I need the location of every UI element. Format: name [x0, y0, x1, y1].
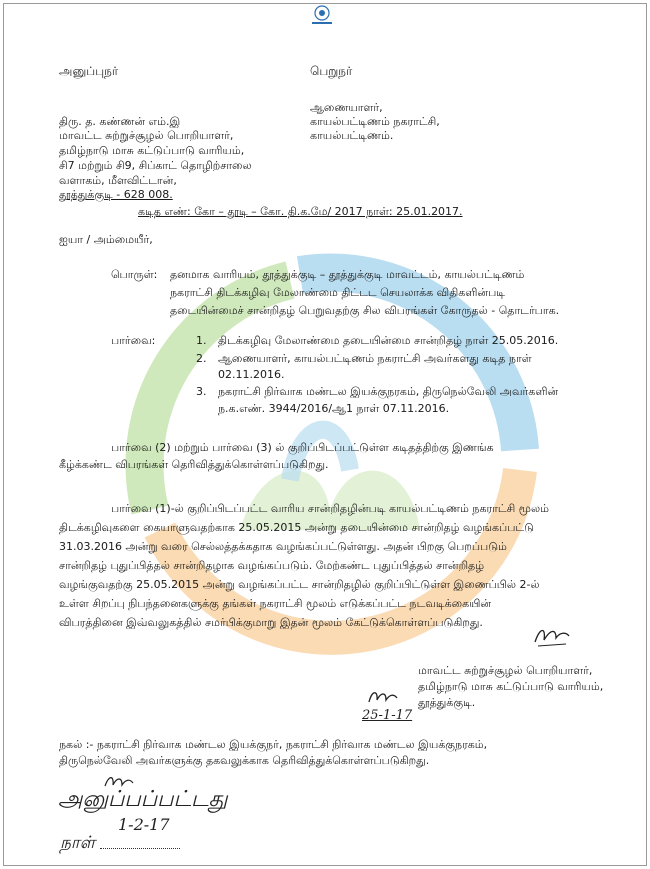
reference-text: ந.க.எண். 3944/2016/ஆ1 நாள் 07.11.2016.	[218, 402, 450, 415]
recipient-line: காயல்பட்டிணம்.	[310, 129, 394, 142]
handwritten-date: 25-1-17	[362, 708, 413, 723]
subject-line: தடையின்மைச் சான்றிதழ் பெறுவதற்கு சில விபரங்கள் கோருதல் - தொடர்பாக.	[170, 304, 560, 317]
reference-text: திடக்கழிவு மேலாண்மை தடையின்மை சான்றிதழ் நாள் 25.05.2016.	[218, 334, 559, 347]
recipient-heading: பெறுநர்	[310, 64, 353, 78]
copy-note-line: திருநெல்வேலி அவர்களுக்கு தகவலுக்காக தெரிவித்துக்கொள்ளப்படுகிறது.	[59, 754, 430, 767]
sender-line: தூத்துக்குடி - 628 008.	[59, 188, 173, 201]
sender-line: திரு. த. கண்ணன் எம்.இ	[59, 115, 181, 128]
body-paragraph-2-line: திடக்கழிவுகளை கையாளுவதற்காக 25.05.2015 அன்று தடையின்மை சான்றிதழ் வழங்கப்பட்டு	[59, 521, 534, 534]
signatory-designation: மாவட்ட சுற்றுச்சூழல் பொறியாளர்,	[418, 664, 593, 677]
dispatch-stamp-date-label: நாள்	[60, 833, 96, 853]
body-paragraph-2-line: விபரத்தினை இவ்வலுகத்தில் சமர்பிக்குமாறு இதன் மூலம் கேட்டுக்கொள்ளப்படுகிறது.	[59, 616, 483, 629]
sender-line: சி7 மற்றும் சி9, சிப்காட் தொழிற்சாலை	[59, 159, 252, 172]
dispatch-stamp-date: 1-2-17	[118, 815, 170, 834]
subject-line: தனமாக வாரியம், தூத்துக்குடி – தூத்துக்குடி மாவட்டம், காயல்பட்டிணம்	[170, 268, 525, 281]
dispatch-stamp-label: அனுப்பப்பட்டது	[58, 787, 228, 812]
letter-reference: கடித எண்: கோ – தூடி – கோ. தி.க.மே/ 2017 நாள்: 25.01.2017.	[138, 205, 463, 218]
reference-text: ஆணையாளர், காயல்பட்டிணம் நகராட்சி அவர்களது கடித நாள்	[218, 352, 532, 365]
sender-line: தமிழ்நாடு மாசு கட்டுப்பாடு வாரியம்,	[59, 144, 245, 157]
references-label: பார்வை:	[111, 334, 156, 347]
signatory-place: தூத்துக்குடி.	[418, 696, 476, 709]
initials-scribble-icon	[366, 686, 400, 708]
copy-note-line: நகல் :- நகராட்சி நிர்வாக மண்டல இயக்குநர், நகராட்சி நிர்வாக மண்டல இயக்குநரகம்,	[59, 738, 488, 751]
body-paragraph-1-line: பார்வை (2) மற்றும் பார்வை (3) ல் குறிப்பிடப்பட்டுள்ள கடிதத்திற்கு இணங்க	[111, 441, 494, 454]
body-paragraph-2-line: உள்ள சிறப்பு நிபந்தனைகளுக்கு தங்கள் நகராட்சி மூலம் எடுக்கப்பட்ட நடவடிக்கையின்	[59, 597, 492, 610]
sender-heading: அனுப்புநர்	[59, 64, 119, 78]
sender-line: வளாகம், மீளவிட்டான்,	[59, 174, 177, 187]
reference-text: 02.11.2016.	[218, 368, 285, 381]
reference-number: 3.	[196, 385, 207, 398]
stamp-date-dotted-line	[100, 848, 180, 849]
recipient-line: காயல்பட்டிணம் நகராட்சி,	[310, 115, 440, 128]
signatory-board: தமிழ்நாடு மாசு கட்டுப்பாடு வாரியம்,	[418, 680, 604, 693]
salutation: ஐயா / அம்மையீர்,	[59, 233, 153, 246]
recipient-line: ஆணையாளர்,	[310, 101, 383, 114]
signature-scribble-icon	[532, 622, 572, 650]
subject-line: நகராட்சி திடக்கழிவு மேலாண்மை திட்டட செயலாக்க விதிகளின்படி	[170, 286, 506, 299]
reference-number: 1.	[196, 334, 207, 347]
body-paragraph-2-line: பார்வை (1)-ல் குறிப்பிடப்பட்ட வாரிய சான்றிதழின்படி காயல்பட்டிணம் நகராட்சி மூலம்	[111, 502, 549, 515]
body-paragraph-1-line: கீழ்க்கண்ட விபரங்கள் தெரிவித்துக்கொள்ளப்படுகிறது.	[59, 458, 329, 471]
sender-line: மாவட்ட சுற்றுச்சூழல் பொறியாளர்,	[59, 129, 234, 142]
body-paragraph-2-line: வழங்குவதற்கு 25.05.2015 அன்று வழங்கப்பட்ட சான்றிதழில் குறிப்பிட்டுள்ள இணைப்பில் 2-ல்	[59, 578, 540, 591]
reference-number: 2.	[196, 352, 207, 365]
reference-text: நகராட்சி நிர்வாக மண்டல இயக்குநரகம், திருநெல்வேலி அவர்களின்	[218, 385, 559, 398]
subject-label: பொருள்:	[111, 268, 158, 281]
body-paragraph-2-line: சான்றிதழ் புதுப்பித்தல் சான்றிதழாக வழங்கப்படும். மேற்கண்ட புதுப்பித்தல் சான்றிதழ்	[59, 559, 485, 572]
body-paragraph-2-line: 31.03.2016 அன்று வரை செல்லத்தக்கதாக வழங்கப்பட்டுள்ளது. அதன் பிறகு பெறப்படும்	[59, 540, 507, 553]
tnpcb-logo-icon	[307, 4, 337, 26]
